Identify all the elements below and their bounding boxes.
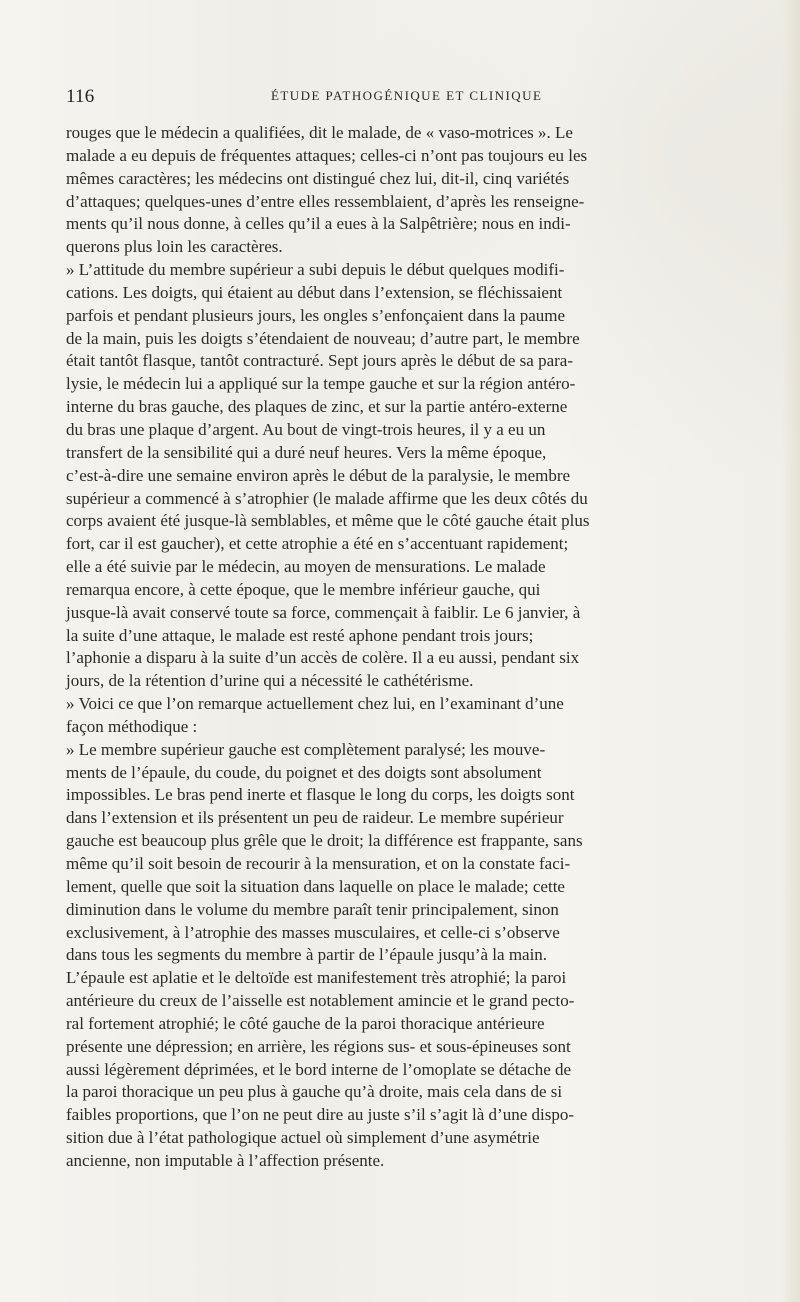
text-line: la paroi thoracique un peu plus à gauche qu’à droite, mais cela dans de si	[66, 1082, 563, 1102]
text-line: ments qu’il nous donne, à celles qu’il a eues à la Salpêtrière; nous en indi-	[66, 214, 571, 234]
text-line: rouges que le médecin a qualifiées, dit le malade, de « vaso-motrices ». Le	[66, 123, 573, 142]
text-line: supérieur a commencé à s’atrophier (le malade affirme que les deux côtés du	[66, 488, 588, 508]
page-edge-shadow	[782, 0, 800, 1302]
paragraph	[66, 122, 744, 259]
text-line: l’aphonie a disparu à la suite d’un accès de colère. Il a eu aussi, pendant six	[66, 648, 580, 668]
text-line: parfois et pendant plusieurs jours, les ongles s’enfonçaient dans la paume	[66, 305, 566, 325]
text-line: jours, de la rétention d’urine qui a nécessité le cathétérisme.	[66, 671, 474, 691]
running-head: ÉTUDE PATHOGÉNIQUE ET CLINIQUE	[271, 88, 543, 103]
text-line: fort, car il est gaucher), et cette atrophie a été en s’accentuant rapidement;	[66, 534, 569, 554]
text-line: façon méthodique :	[66, 716, 198, 736]
text-line: interne du bras gauche, des plaques de zinc, et sur la partie antéro-externe	[66, 397, 568, 417]
text-line: querons plus loin les caractères.	[66, 237, 283, 257]
paragraph	[66, 259, 744, 693]
text-line: malade a eu depuis de fréquentes attaques; celles-ci n’ont pas toujours eu les	[66, 145, 588, 165]
text-line: lysie, le médecin lui a appliqué sur la tempe gauche et sur la région antéro-	[66, 374, 576, 394]
text-line: ancienne, non imputable à l’affection présente.	[66, 1150, 385, 1170]
text-line: » L’attitude du membre supérieur a subi depuis le début quelques modifi-	[66, 260, 565, 280]
text-line: même qu’il soit besoin de recourir à la mensuration, et on la constate faci-	[66, 854, 571, 873]
text-line: lement, quelle que soit la situation dans laquelle on place le malade; cette	[66, 876, 565, 896]
text-line: la suite d’une attaque, le malade est resté aphone pendant trois jours;	[66, 625, 534, 645]
text-line: » Le membre supérieur gauche est complètement paralysé; les mouve-	[66, 739, 546, 759]
text-line: transfert de la sensibilité qui a duré neuf heures. Vers la même époque,	[66, 442, 547, 462]
text-line: dans tous les segments du membre à partir de l’épaule jusqu’à la main.	[66, 945, 548, 965]
text-line: » Voici ce que l’on remarque actuellement chez lui, en l’examinant d’une	[66, 694, 564, 714]
text-line: était tantôt flasque, tantôt contracturé. Sept jours après le début de sa para-	[66, 351, 573, 371]
body-text	[66, 122, 744, 1173]
text-line: exclusivement, à l’atrophie des masses musculaires, et celle-ci s’observe	[66, 922, 560, 942]
text-line: jusque-là avait conservé toute sa force, commençait à faiblir. Le 6 janvier, à	[66, 602, 581, 622]
text-line: mêmes caractères; les médecins ont distingué chez lui, dit-il, cinq variétés	[66, 168, 570, 188]
text-line: dans l’extension et ils présentent un peu de raideur. Le membre supérieur	[66, 808, 564, 828]
page-number: 116	[66, 86, 95, 107]
page-header	[66, 86, 744, 112]
text-line: L’épaule est aplatie et le deltoïde est manifestement très atrophié; la paroi	[66, 968, 567, 988]
paragraph	[66, 739, 744, 1173]
text-line: du bras une plaque d’argent. Au bout de vingt-trois heures, il y a eu un	[66, 419, 546, 439]
text-line: faibles proportions, que l’on ne peut dire au juste s’il s’agit là d’une dispo-	[66, 1105, 574, 1125]
text-line: sition due à l’état pathologique actuel où simplement d’une asymétrie	[66, 1128, 540, 1148]
text-line: impossibles. Le bras pend inerte et flasque le long du corps, les doigts sont	[66, 785, 575, 805]
text-line: corps avaient été jusque-là semblables, et même que le côté gauche était plus	[66, 511, 590, 531]
text-line: diminution dans le volume du membre paraît tenir principalement, sinon	[66, 899, 559, 919]
text-line: présente une dépression; en arrière, les régions sus- et sous-épineuses sont	[66, 1036, 571, 1056]
text-line: gauche est beaucoup plus grêle que le droit; la différence est frappante, sans	[66, 831, 583, 851]
text-line: c’est-à-dire une semaine environ après le début de la paralysie, le membre	[66, 465, 571, 485]
text-line: remarqua encore, à cette époque, que le membre inférieur gauche, qui	[66, 579, 541, 599]
text-line: ments de l’épaule, du coude, du poignet et des doigts sont absolument	[66, 762, 542, 782]
text-line: antérieure du creux de l’aisselle est notablement amincie et le grand pecto-	[66, 991, 575, 1011]
text-line: de la main, puis les doigts s’étendaient de nouveau; d’autre part, le membre	[66, 328, 580, 348]
paragraph	[66, 693, 744, 739]
text-line: cations. Les doigts, qui étaient au début dans l’extension, se fléchissaient	[66, 282, 563, 302]
text-line: elle a été suivie par le médecin, au moyen de mensurations. Le malade	[66, 557, 546, 577]
text-line: aussi légèrement déprimées, et le bord interne de l’omoplate se détache de	[66, 1059, 572, 1079]
text-line: ral fortement atrophié; le côté gauche de la paroi thoracique antérieure	[66, 1013, 545, 1033]
text-line: d’attaques; quelques-unes d’entre elles ressemblaient, d’après les renseigne-	[66, 191, 585, 211]
